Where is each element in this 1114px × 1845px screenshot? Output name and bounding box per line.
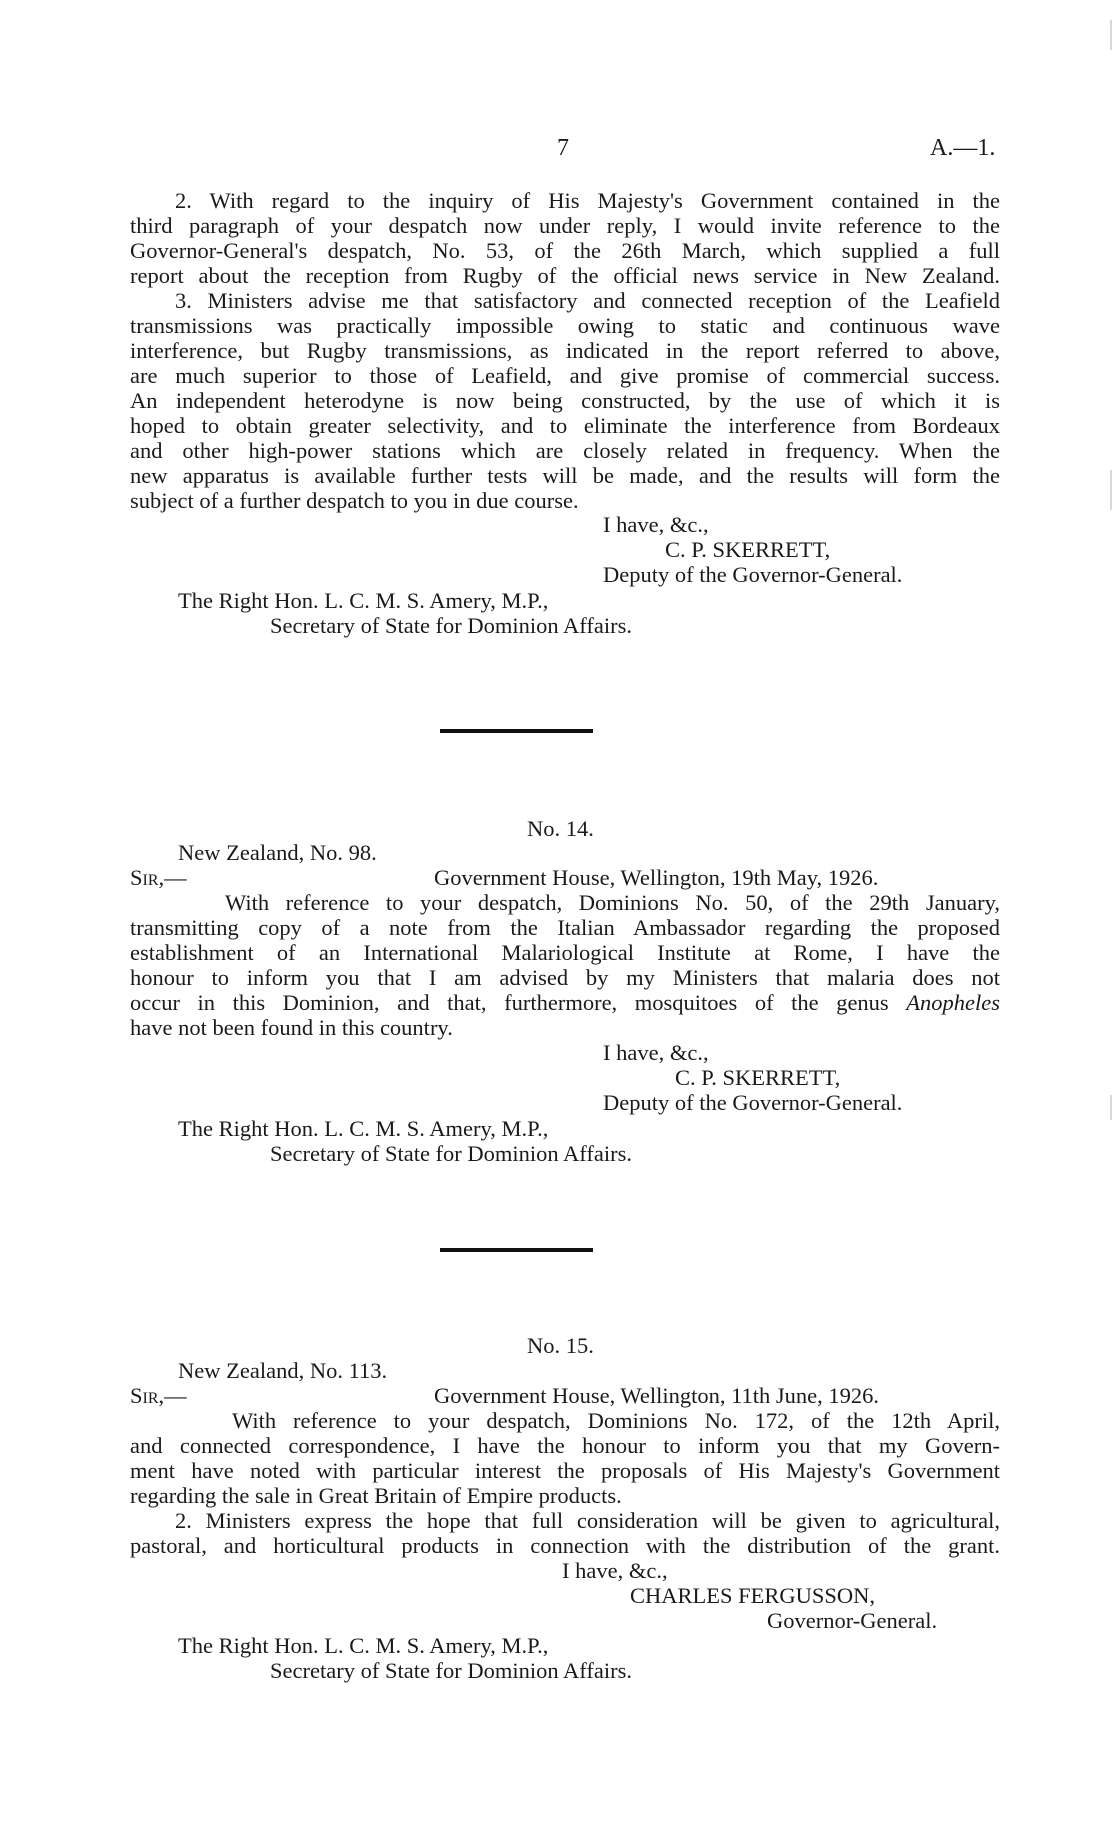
despatch-heading: No. 15. [527,1333,594,1358]
signatory-title: Governor-General. [767,1608,938,1633]
closing-formula: I have, &c., [603,1040,709,1065]
scan-edge-mark [1110,470,1112,510]
addressee-title: Secretary of State for Dominion Affairs. [270,613,632,638]
scan-edge-mark [1110,20,1112,50]
series-reference: A.—1. [930,135,996,161]
addressee-name: The Right Hon. L. C. M. S. Amery, M.P., [178,1116,549,1141]
salutation: Sir,— [130,1383,187,1408]
paragraph-3-line: subject of a further despatch to you in due course. [130,488,579,513]
paragraph-2-line: third paragraph of your despatch now under reply, I would invite reference to the [130,213,1000,238]
paragraph-1-line: ment have noted with particular interest the proposals of His Majesty's Government [130,1458,1000,1483]
page-number: 7 [557,135,569,161]
addressee-title: Secretary of State for Dominion Affairs. [270,1141,632,1166]
despatch-heading: No. 14. [527,816,594,841]
paragraph-3-line: new apparatus is available further tests will be made, and the results will form the [130,463,1000,488]
addressee-title: Secretary of State for Dominion Affairs. [270,1658,632,1683]
signatory-name: CHARLES FERGUSSON, [630,1583,876,1608]
paragraph-3-line: hoped to obtain greater selectivity, and to eliminate the interference from Bordeaux [130,413,1000,438]
section-divider [440,729,593,733]
paragraph-3-line: and other high-power stations which are closely related in frequency. When the [130,438,1000,463]
addressee-name: The Right Hon. L. C. M. S. Amery, M.P., [178,588,549,613]
signatory-name: C. P. SKERRETT, [665,537,831,562]
addressee-name: The Right Hon. L. C. M. S. Amery, M.P., [178,1633,549,1658]
closing-formula: I have, &c., [603,512,709,537]
section-divider [440,1248,593,1252]
signatory-title: Deputy of the Governor-General. [603,1090,903,1115]
genus-name: Anopheles [906,990,1000,1015]
closing-formula: I have, &c., [562,1558,668,1583]
despatch-reference: New Zealand, No. 98. [178,840,377,865]
dateline: Government House, Wellington, 19th May, 1926. [434,865,879,890]
salutation: Sir,— [130,865,187,890]
paragraph-1-line: and connected correspondence, I have the honour to inform you that my Govern- [130,1433,1000,1458]
body-line: honour to inform you that I am advised by my Ministers that malaria does not [130,965,1000,990]
scan-edge-mark [1110,1095,1112,1120]
paragraph-2-line: Governor-General's despatch, No. 53, of the 26th March, which supplied a full [130,238,1000,263]
signatory-title: Deputy of the Governor-General. [603,562,903,587]
paragraph-2-line: 2. With regard to the inquiry of His Majesty's Government contained in the [175,188,1000,213]
signatory-name: C. P. SKERRETT, [675,1065,841,1090]
body-line: transmitting copy of a note from the Italian Ambassador regarding the proposed [130,915,1000,940]
paragraph-1-line: With reference to your despatch, Dominions No. 172, of the 12th April, [232,1408,1000,1433]
dateline: Government House, Wellington, 11th June, 1926. [434,1383,880,1408]
paragraph-3-line: An independent heterodyne is now being constructed, by the use of which it is [130,388,1000,413]
body-line: With reference to your despatch, Dominions No. 50, of the 29th January, [225,890,1000,915]
paragraph-2-line: 2. Ministers express the hope that full consideration will be given to agricultural, [175,1508,1000,1533]
paragraph-2-line: report about the reception from Rugby of the official news service in New Zealand. [130,263,1000,288]
paragraph-3-line: interference, but Rugby transmissions, as indicated in the report referred to above, [130,338,1000,363]
despatch-reference: New Zealand, No. 113. [178,1358,388,1383]
paragraph-2-line: pastoral, and horticultural products in connection with the distribution of the grant. [130,1533,1000,1558]
paragraph-3-line: 3. Ministers advise me that satisfactory and connected reception of the Leafield [175,288,1000,313]
body-line: have not been found in this country. [130,1015,453,1040]
paragraph-3-line: transmissions was practically impossible owing to static and continuous wave [130,313,1000,338]
body-line [130,990,1000,1015]
paragraph-1-line: regarding the sale in Great Britain of Empire products. [130,1483,622,1508]
body-line-text: occur in this Dominion, and that, furthermore, mosquitoes of the genus [130,990,889,1015]
body-line: establishment of an International Malariological Institute at Rome, I have the [130,940,1000,965]
paragraph-3-line: are much superior to those of Leafield, and give promise of commercial success. [130,363,1000,388]
